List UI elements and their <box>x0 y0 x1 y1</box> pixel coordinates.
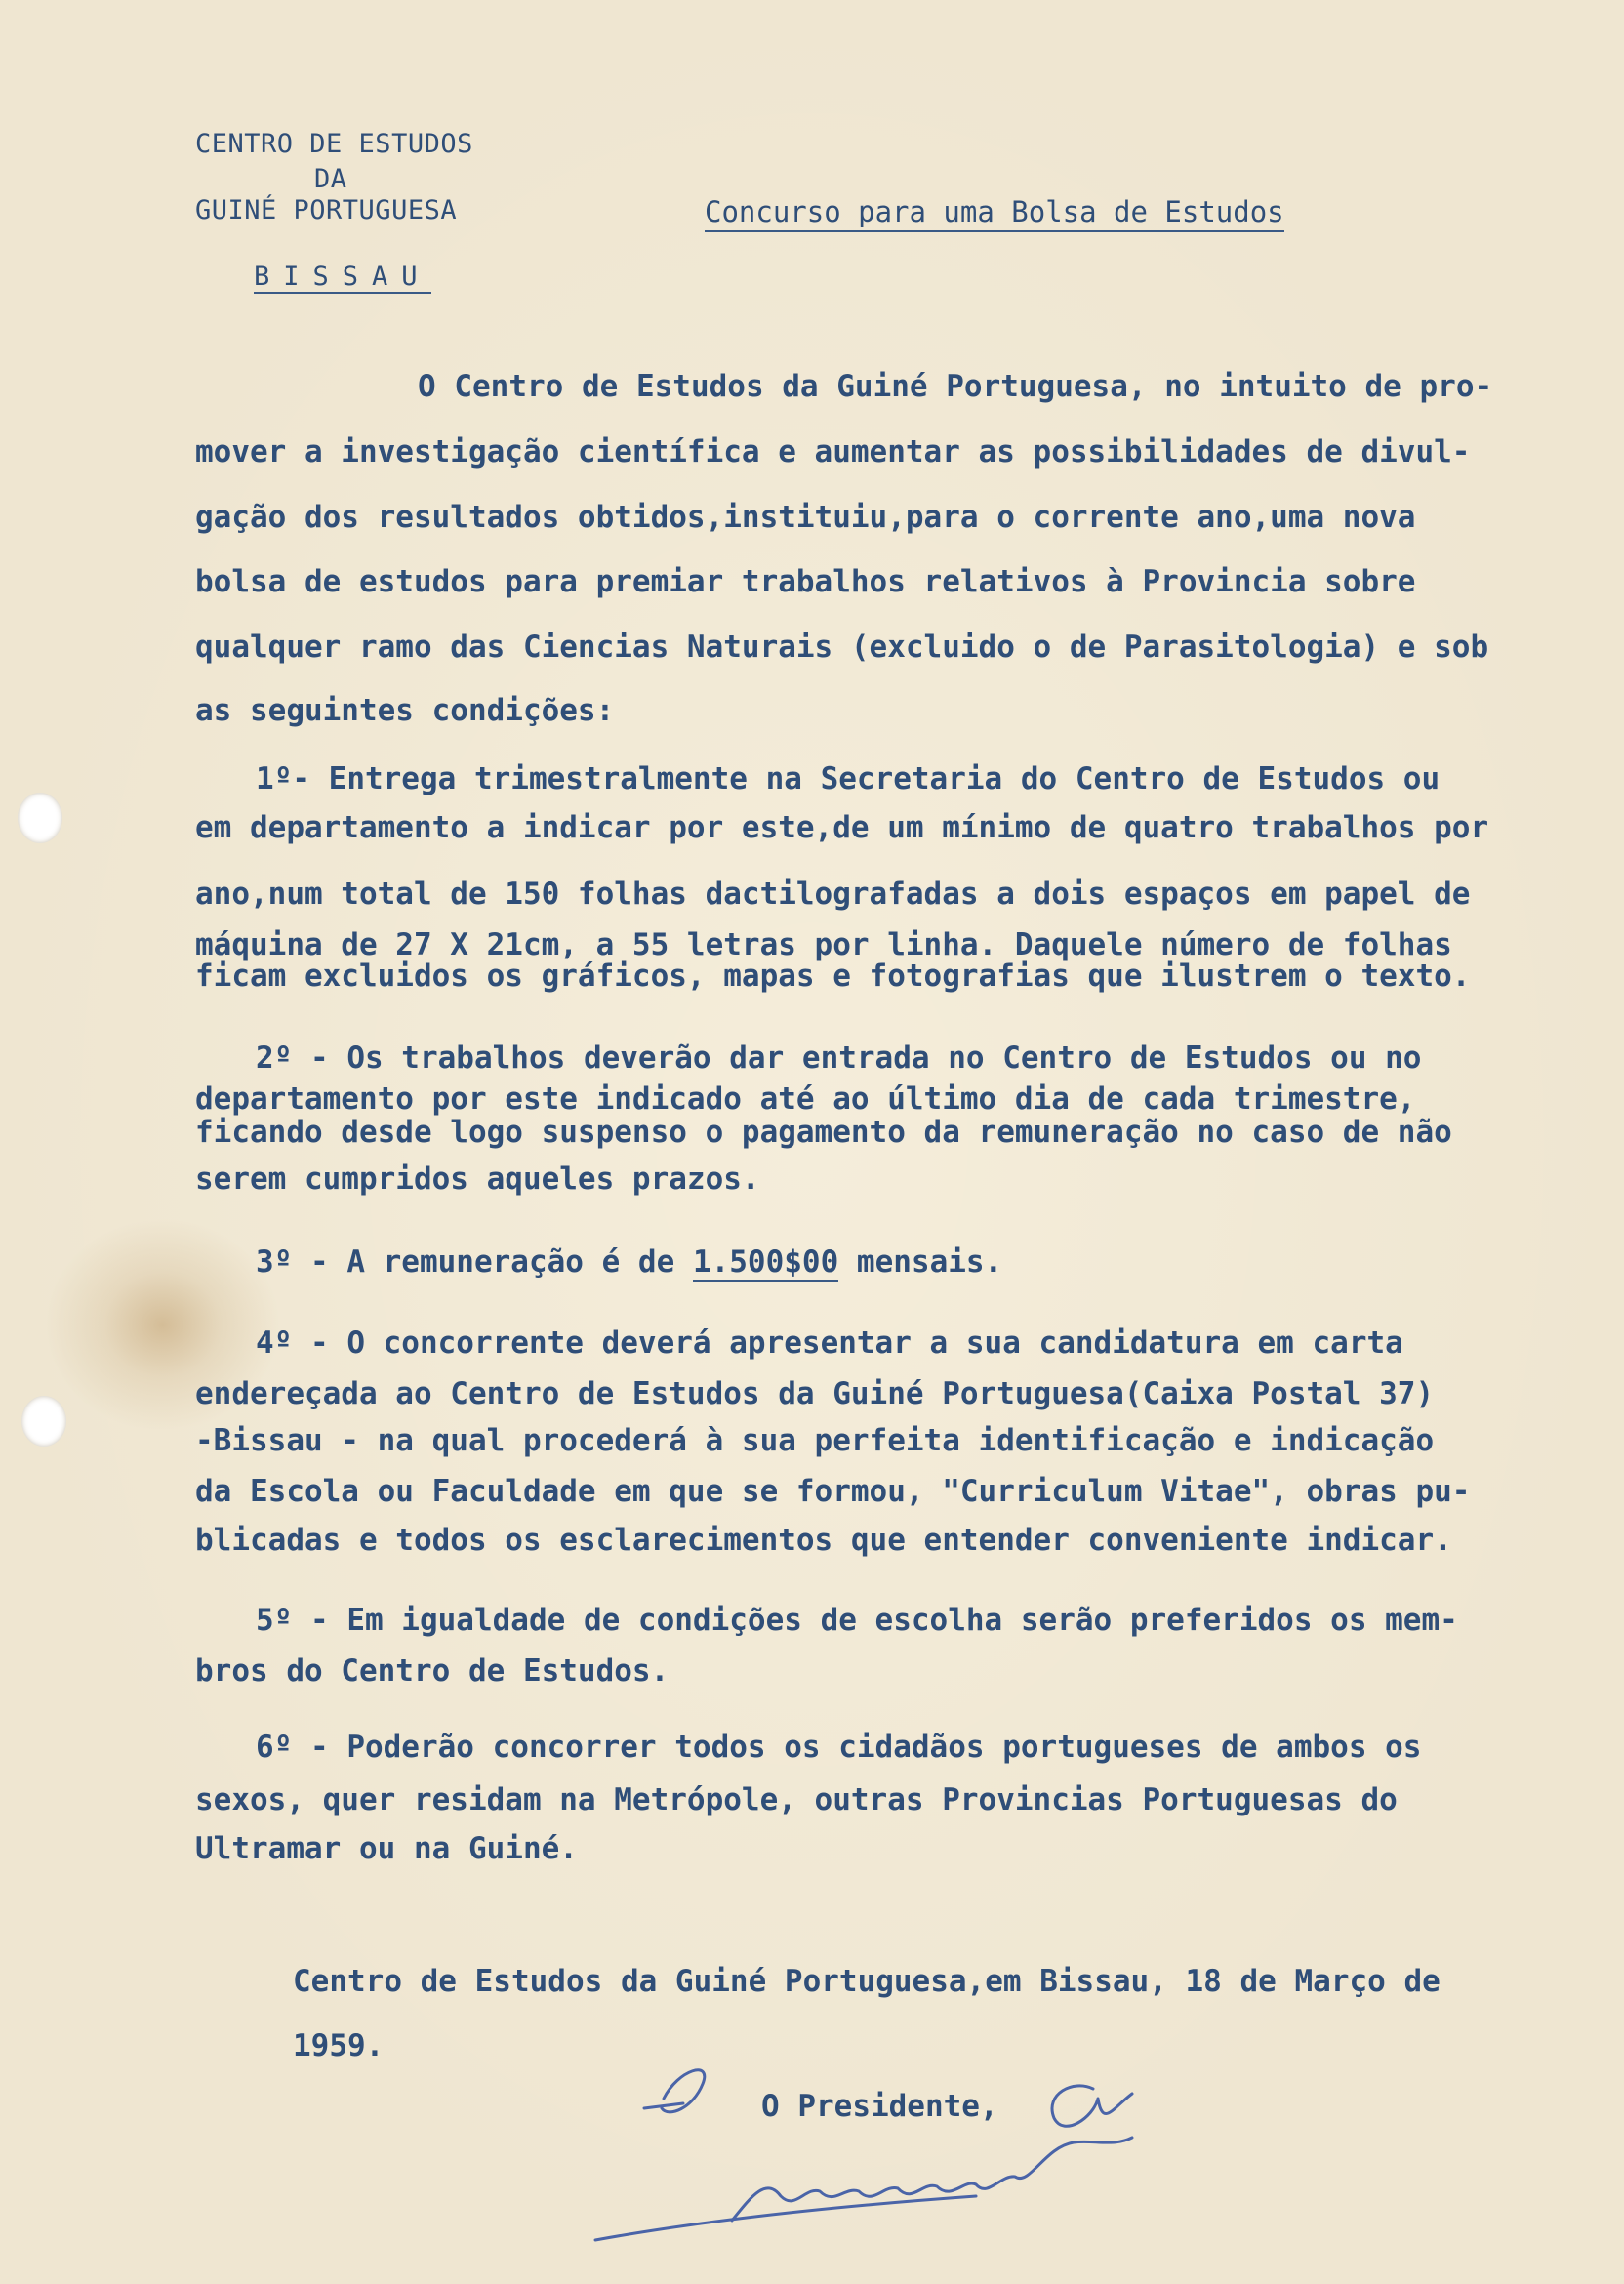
remuneration-amount: 1.500$00 <box>692 1244 839 1280</box>
clause-1-line: ficam excluidos os gráficos, mapas e fotografias que ilustrem o texto. <box>195 958 1471 994</box>
clause-5-line: bros do Centro de Estudos. <box>195 1653 670 1689</box>
clause-3-suffix: mensais. <box>838 1244 1003 1280</box>
clause-3-prefix: 3º - A remuneração é de <box>256 1244 693 1280</box>
clause-3-line <box>256 1244 1002 1280</box>
clause-4-line: da Escola ou Faculdade em que se formou, "Curriculum Vitae", obras pu- <box>195 1474 1471 1509</box>
clause-6-line: sexos, quer residam na Metrópole, outras Provincias Portuguesas do <box>195 1782 1398 1817</box>
clause-1-line: máquina de 27 X 21cm, a 55 letras por linha. Daquele número de folhas <box>195 927 1452 962</box>
punch-hole-bottom <box>21 1396 66 1447</box>
clause-2-line: departamento por este indicado até ao último dia de cada trimestre, <box>195 1081 1416 1117</box>
clause-4-line: blicadas e todos os esclarecimentos que entender conveniente indicar. <box>195 1523 1452 1558</box>
clause-6-line: Ultramar ou na Guiné. <box>195 1831 578 1866</box>
intro-line: qualquer ramo das Ciencias Naturais (excluido o de Parasitologia) e sob <box>195 630 1489 665</box>
document-title: Concurso para uma Bolsa de Estudos <box>705 195 1284 232</box>
intro-line: O Centro de Estudos da Guiné Portuguesa, no intuito de pro- <box>418 369 1493 404</box>
clause-1-line: ano,num total de 150 folhas dactilografadas a dois espaços em papel de <box>195 877 1471 912</box>
org-name-line1: CENTRO DE ESTUDOS <box>195 129 473 159</box>
org-name-line3: GUINÉ PORTUGUESA <box>195 195 458 225</box>
clause-2-line: serem cumpridos aqueles prazos. <box>195 1162 760 1197</box>
clause-4-line: endereçada ao Centro de Estudos da Guiné Portuguesa(Caixa Postal 37) <box>195 1376 1435 1411</box>
intro-line: bolsa de estudos para premiar trabalhos relativos à Provincia sobre <box>195 564 1416 599</box>
clause-5-line: 5º - Em igualdade de condições de escolha serão preferidos os mem- <box>256 1603 1458 1638</box>
clause-1-line: em departamento a indicar por este,de um mínimo de quatro trabalhos por <box>195 810 1489 845</box>
city-heading: BISSAU <box>254 262 431 292</box>
clause-4-line: 4º - O concorrente deverá apresentar a sua candidatura em carta <box>256 1326 1403 1361</box>
intro-line: as seguintes condições: <box>195 693 615 728</box>
clause-6-line: 6º - Poderão concorrer todos os cidadãos portugueses de ambos os <box>256 1730 1422 1765</box>
clause-2-line: ficando desde logo suspenso o pagamento da remuneração no caso de não <box>195 1115 1452 1150</box>
org-name-line2: DA <box>314 164 347 194</box>
place-date-year: 1959. <box>293 2028 385 2063</box>
clause-4-line: -Bissau - na qual procederá à sua perfeita identificação e indicação <box>195 1423 1435 1458</box>
punch-hole-top <box>18 793 62 843</box>
clause-1-line: 1º- Entrega trimestralmente na Secretaria do Centro de Estudos ou <box>256 761 1441 796</box>
intro-line: mover a investigação científica e aumentar as possibilidades de divul- <box>195 434 1471 469</box>
clause-2-line: 2º - Os trabalhos deverão dar entrada no Centro de Estudos ou no <box>256 1040 1422 1076</box>
intro-line: gação dos resultados obtidos,instituiu,para o corrente ano,uma nova <box>195 500 1416 535</box>
place-date-line: Centro de Estudos da Guiné Portuguesa,em Bissau, 18 de Março de <box>293 1964 1441 1999</box>
handwritten-signature <box>586 2050 1171 2245</box>
signatory-title: O Presidente, <box>761 2089 998 2124</box>
